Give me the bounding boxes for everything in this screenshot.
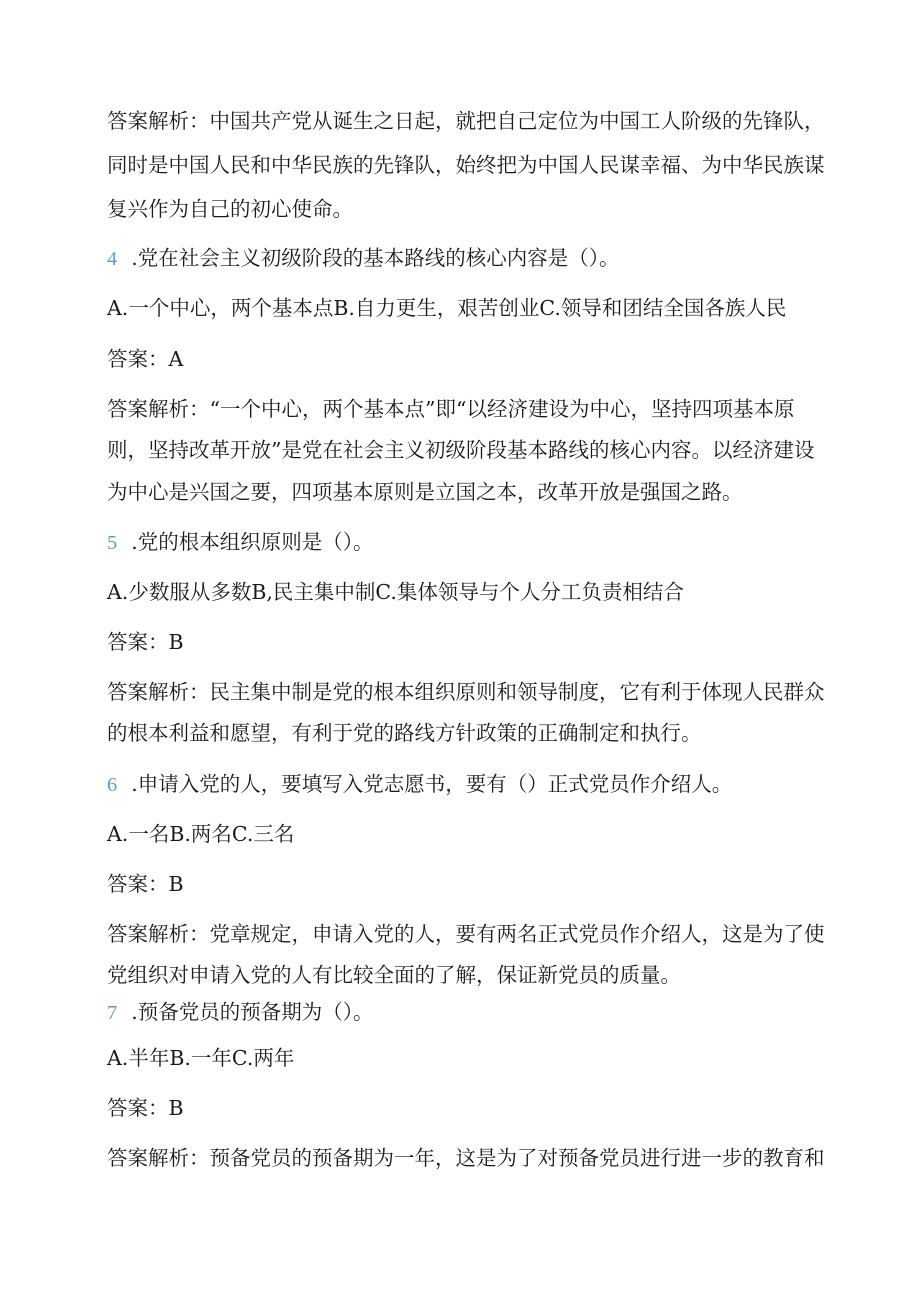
analysis-line: 答案解析：民主集中制是党的根本组织原则和领导制度，它有利于体现人民群众 — [107, 680, 825, 704]
question-text: .预备党员的预备期为（）。 — [131, 1000, 374, 1024]
analysis-line: 答案解析：中国共产党从诞生之日起，就把自己定位为中国工人阶级的先锋队， — [107, 109, 825, 133]
analysis-line: 的根本利益和愿望，有利于党的路线方针政策的正确制定和执行。 — [107, 721, 702, 745]
question-4 — [107, 244, 620, 273]
question-7 — [107, 998, 374, 1027]
analysis-line: 则，坚持改革开放”是党在社会主义初级阶段基本路线的核心内容。以经济建设 — [107, 438, 815, 462]
analysis-line: 答案解析：“一个中心，两个基本点”即“以经济建设为中心，坚持四项基本原 — [107, 397, 795, 421]
question-text: .党在社会主义初级阶段的基本路线的核心内容是（）。 — [131, 246, 620, 270]
question-number: 6 — [107, 774, 118, 796]
question-options: A.少数服从多数B,民主集中制C.集体领导与个人分工负责相结合 — [107, 580, 684, 604]
analysis-line: 同时是中国人民和中华民族的先锋队，始终把为中国人民谋幸福、为中华民族谋 — [107, 153, 825, 177]
question-options: A.半年B.一年C.两年 — [107, 1046, 295, 1070]
answer: 答案：B — [107, 872, 184, 896]
question-options: A.一名B.两名C.三名 — [107, 822, 295, 846]
question-number: 4 — [107, 248, 118, 270]
question-6 — [107, 770, 732, 799]
answer: 答案：A — [107, 347, 184, 371]
analysis-line: 答案解析：预备党员的预备期为一年，这是为了对预备党员进行进一步的教育和 — [107, 1146, 825, 1170]
analysis-line: 为中心是兴国之要，四项基本原则是立国之本，改革开放是强国之路。 — [107, 480, 743, 504]
question-options: A.一个中心，两个基本点B.自力更生，艰苦创业C.领导和团结全国各族人民 — [107, 296, 787, 320]
answer: 答案：B — [107, 1096, 184, 1120]
question-5 — [107, 528, 374, 557]
question-number: 7 — [107, 1002, 118, 1024]
analysis-line: 答案解析：党章规定，申请入党的人，要有两名正式党员作介绍人，这是为了使 — [107, 922, 825, 946]
answer: 答案：B — [107, 630, 184, 654]
question-text: .党的根本组织原则是（）。 — [131, 530, 374, 554]
analysis-line: 党组织对申请入党的人有比较全面的了解，保证新党员的质量。 — [107, 963, 681, 987]
question-number: 5 — [107, 532, 118, 554]
analysis-line: 复兴作为自己的初心使命。 — [107, 197, 353, 221]
question-text: .申请入党的人，要填写入党志愿书，要有（）正式党员作介绍人。 — [131, 772, 733, 796]
